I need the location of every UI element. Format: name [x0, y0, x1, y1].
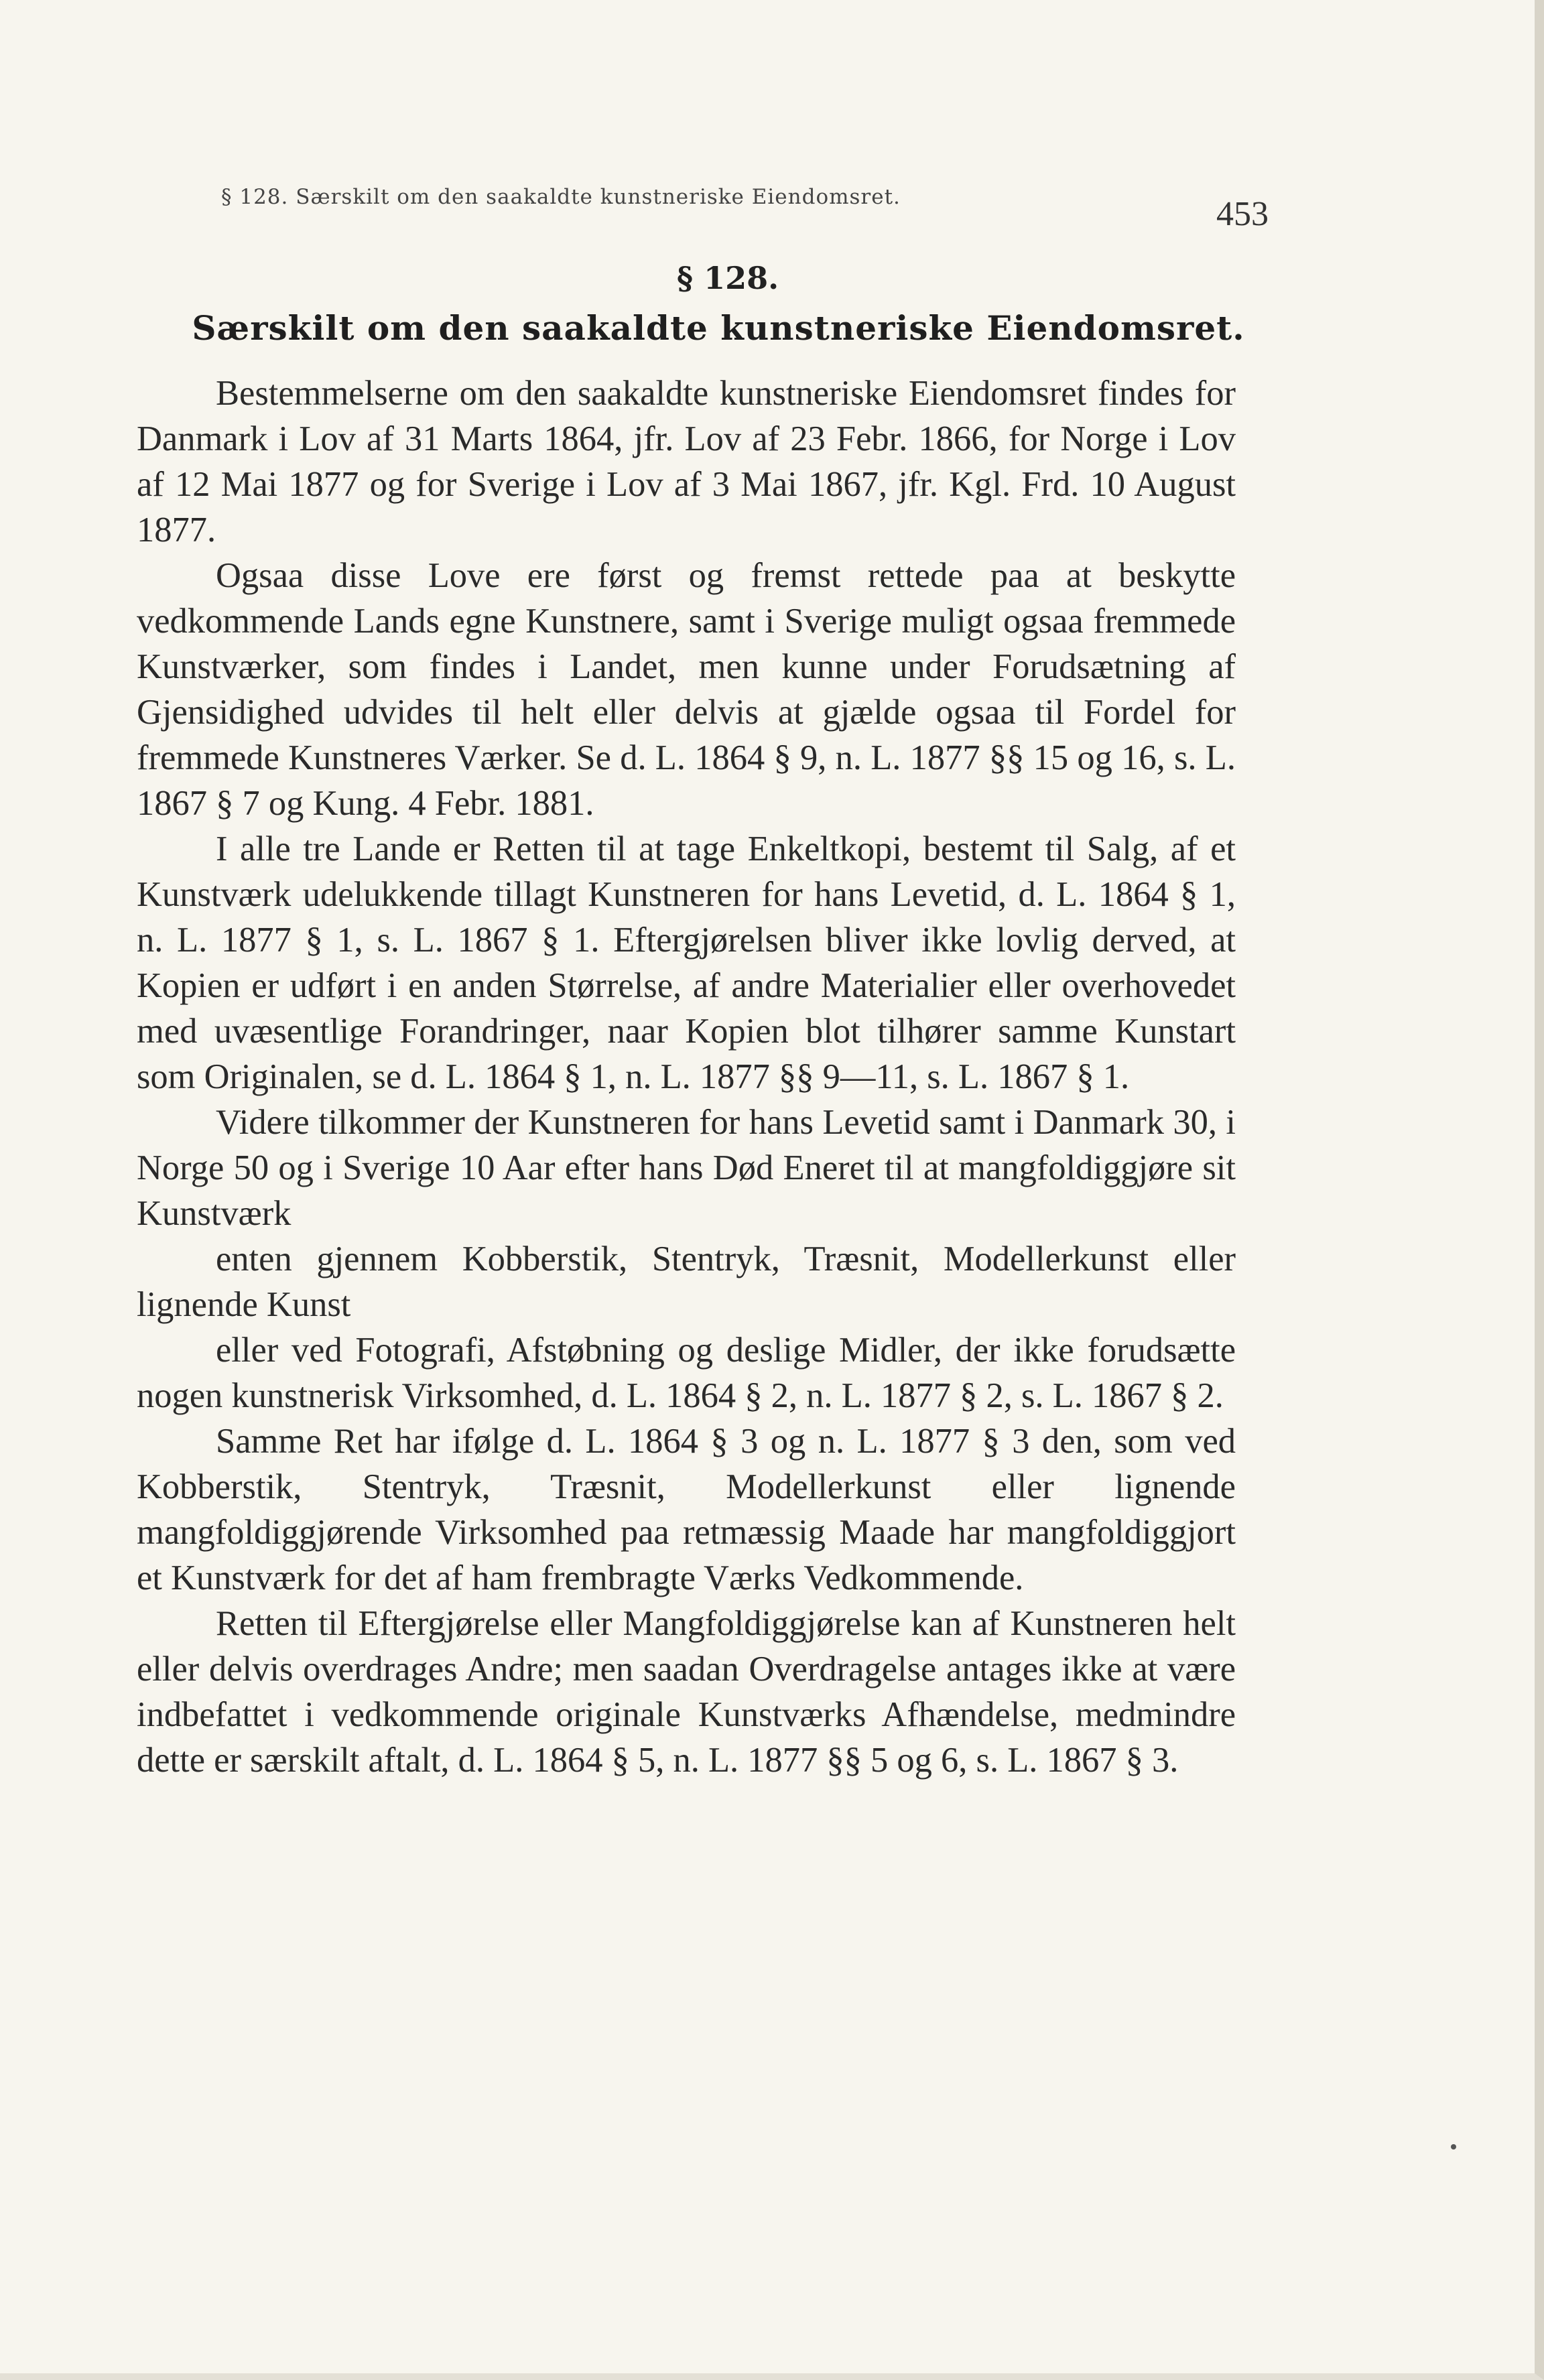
page-number: 453	[1216, 195, 1269, 233]
paragraph: eller ved Fotografi, Afstøbning og deslige Midler, der ikke forudsætte nogen kunstnerisk Virksomhed, d. L. 1864 § 2, n. L. 1877 § 2, s. L. 1867 § 2.	[137, 1331, 1236, 1415]
ink-speck	[1451, 2144, 1456, 2150]
section-number: § 128.	[677, 260, 779, 296]
paragraph: I alle tre Lande er Retten til at tage Enkeltkopi, bestemt til Salg, af et Kunstværk udelukkende tillagt Kunstneren for hans Levetid, d. L. 1864 § 1, n. L. 1877 § 1, s. L. 1867 § 1. Eftergjørelsen bliver ikke lovlig derved, at Kopien er udført i en anden Størrelse, af andre Materialier eller overhovedet med uvæsentlige Forandringer, naar Kopien blot tilhører samme Kunstart som Originalen, se d. L. 1864 § 1, n. L. 1877 §§ 9—11, s. L. 1867 § 1.	[137, 830, 1236, 1096]
section-title: Særskilt om den saakaldte kunstneriske Eiendomsret.	[192, 308, 1245, 348]
paragraph: Retten til Eftergjørelse eller Mangfoldiggjørelse kan af Kunstneren helt eller delvis overdrages Andre; men saadan Overdragelse antages ikke at være indbefattet i vedkommende originale Kunstværks Afhændelse, medmindre dette er særskilt aftalt, d. L. 1864 § 5, n. L. 1877 §§ 5 og 6, s. L. 1867 § 3.	[137, 1604, 1236, 1780]
paragraph: Samme Ret har ifølge d. L. 1864 § 3 og n. L. 1877 § 3 den, som ved Kobberstik, Stentryk, Træsnit, Modellerkunst eller lignende mangfoldiggjørende Virksomhed paa retmæssig Maade har mangfoldiggjort et Kunstværk for det af ham frembragte Værks Vedkommende.	[137, 1422, 1236, 1597]
body-text	[137, 371, 1236, 1783]
paragraph: enten gjennem Kobberstik, Stentryk, Træsnit, Modellerkunst eller lignende Kunst	[137, 1240, 1236, 1324]
running-head: § 128. Særskilt om den saakaldte kunstneriske Eiendomsret.	[221, 185, 901, 209]
paragraph: Bestemmelserne om den saakaldte kunstneriske Eiendomsret findes for Danmark i Lov af 31 Marts 1864, jfr. Lov af 23 Febr. 1866, for Norge i Lov af 12 Mai 1877 og for Sverige i Lov af 3 Mai 1867, jfr. Kgl. Frd. 10 August 1877.	[137, 374, 1236, 549]
paragraph: Ogsaa disse Love ere først og fremst rettede paa at beskytte vedkommende Lands egne Kunstnere, samt i Sverige muligt ogsaa fremmede Kunstværker, som findes i Landet, men kunne under Forudsætning af Gjensidighed udvides til helt eller delvis at gjælde ogsaa til Fordel for fremmede Kunstneres Værker. Se d. L. 1864 § 9, n. L. 1877 §§ 15 og 16, s. L. 1867 § 7 og Kung. 4 Febr. 1881.	[137, 556, 1236, 823]
paragraph: Videre tilkommer der Kunstneren for hans Levetid samt i Danmark 30, i Norge 50 og i Sverige 10 Aar efter hans Død Eneret til at mangfoldiggjøre sit Kunstværk	[137, 1103, 1236, 1233]
